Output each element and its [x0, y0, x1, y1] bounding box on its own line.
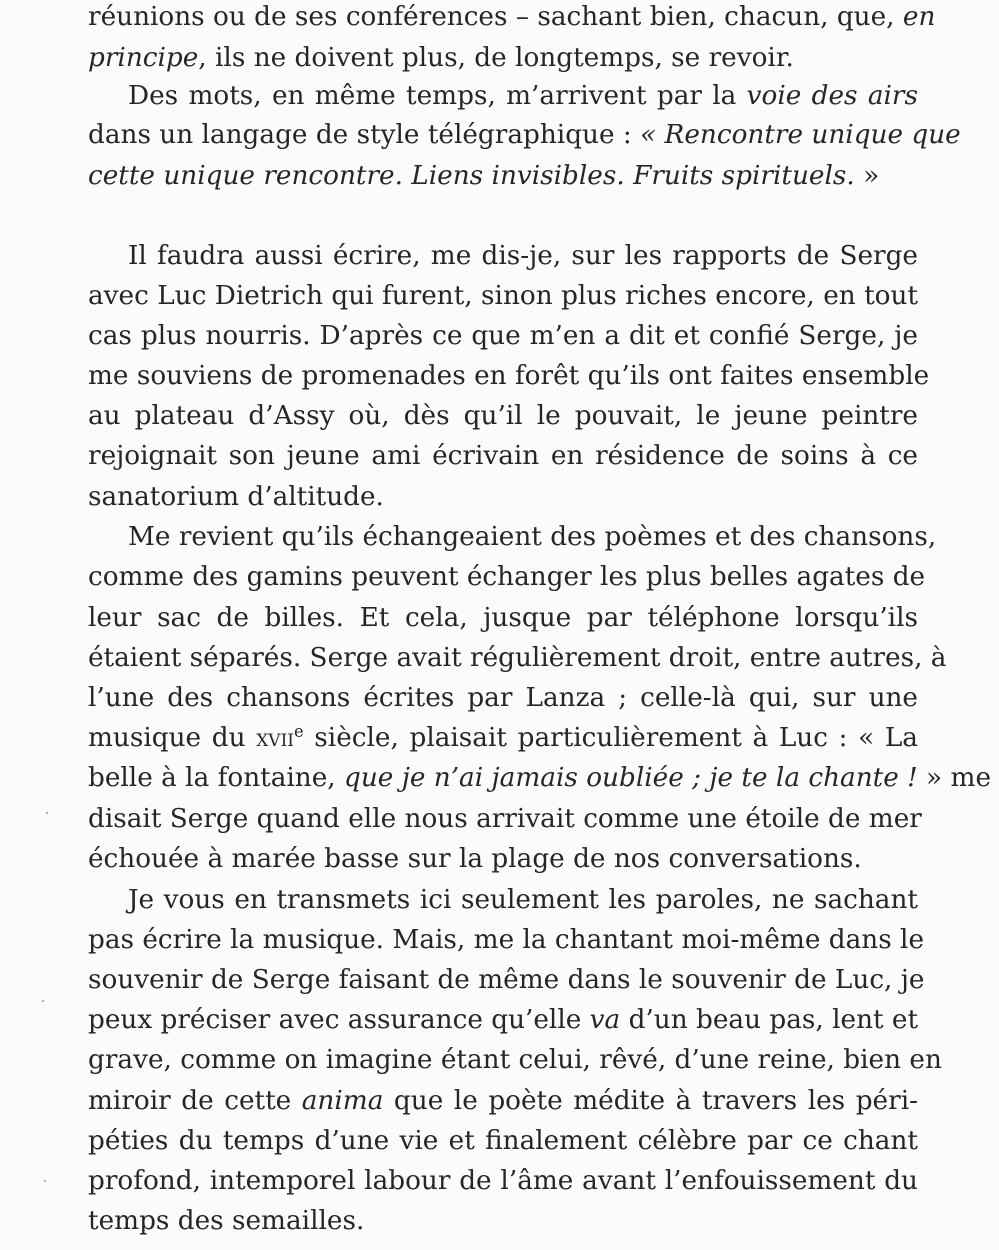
p3-line-3: cas plus nourris. D’après ce que m’en a dit et confié Serge, je	[88, 321, 918, 351]
p5-line-4: peux préciser avec assurance qu’elle va d’un beau pas, lent et	[88, 1005, 919, 1035]
p4-line-4: étaient séparés. Serge avait régulièrement droit, entre autres, à	[88, 643, 947, 673]
p5-line-6: miroir de cette anima que le poète médite à travers les péri-	[88, 1086, 918, 1116]
scan-speck	[46, 812, 48, 814]
p5-line-3: souvenir de Serge faisant de même dans le souvenir de Luc, je	[88, 965, 925, 995]
p4-line-9: échouée à marée basse sur la plage de nos conversations.	[88, 844, 862, 874]
p1-line-2: principe, ils ne doivent plus, de longtemps, se revoir.	[88, 43, 794, 73]
p3-line-1: Il faudra aussi écrire, me dis-je, sur les rapports de Serge	[128, 241, 918, 271]
p3-line-6: rejoignait son jeune ami écrivain en résidence de soins à ce	[88, 441, 918, 471]
p5-line-7: péties du temps d’une vie et finalement célèbre par ce chant	[88, 1126, 918, 1156]
p2-line-2: dans un langage de style télégraphique : « Rencontre unique que	[88, 120, 961, 150]
p1-line-1: réunions ou de ses conférences – sachant bien, chacun, que, en	[88, 2, 936, 32]
p5-line-9: temps des semailles.	[88, 1206, 365, 1236]
p2-line-1: Des mots, en même temps, m’arrivent par la voie des airs	[128, 81, 918, 111]
p4-line-7: belle à la fontaine, que je n’ai jamais oubliée ; je te la chante ! » me	[88, 763, 992, 793]
p4-line-6: musique du xvii$^e$ siècle, plaisait particulièrement à Luc : « La	[88, 722, 918, 753]
p5-line-5: grave, comme on imagine étant celui, rêvé, d’une reine, bien en	[88, 1045, 942, 1075]
p3-line-2: avec Luc Dietrich qui furent, sinon plus riches encore, en tout	[88, 281, 918, 311]
p5-line-8: profond, intemporel labour de l’âme avant l’enfouissement du	[88, 1166, 918, 1196]
p4-line-8: disait Serge quand elle nous arrivait comme une étoile de mer	[88, 804, 922, 834]
book-page	[88, 0, 992, 1250]
p3-line-5: au plateau d’Assy où, dès qu’il le pouvait, le jeune peintre	[88, 401, 918, 431]
p2-line-3: cette unique rencontre. Liens invisibles. Fruits spirituels. »	[88, 161, 880, 191]
p5-line-2: pas écrire la musique. Mais, me la chantant moi-même dans le	[88, 925, 925, 955]
scan-speck	[42, 1000, 44, 1002]
p4-line-1: Me revient qu’ils échangeaient des poèmes et des chansons,	[128, 522, 937, 552]
p3-line-7: sanatorium d’altitude.	[88, 482, 384, 512]
p4-line-2: comme des gamins peuvent échanger les plus belles agates de	[88, 562, 926, 592]
p5-line-1: Je vous en transmets ici seulement les paroles, ne sachant	[128, 885, 918, 915]
p4-line-3: leur sac de billes. Et cela, jusque par téléphone lorsqu’ils	[88, 603, 918, 633]
p3-line-4: me souviens de promenades en forêt qu’ils ont faites ensemble	[88, 361, 930, 391]
scan-speck	[44, 1180, 46, 1182]
p4-line-5: l’une des chansons écrites par Lanza ; celle-là qui, sur une	[88, 683, 918, 713]
